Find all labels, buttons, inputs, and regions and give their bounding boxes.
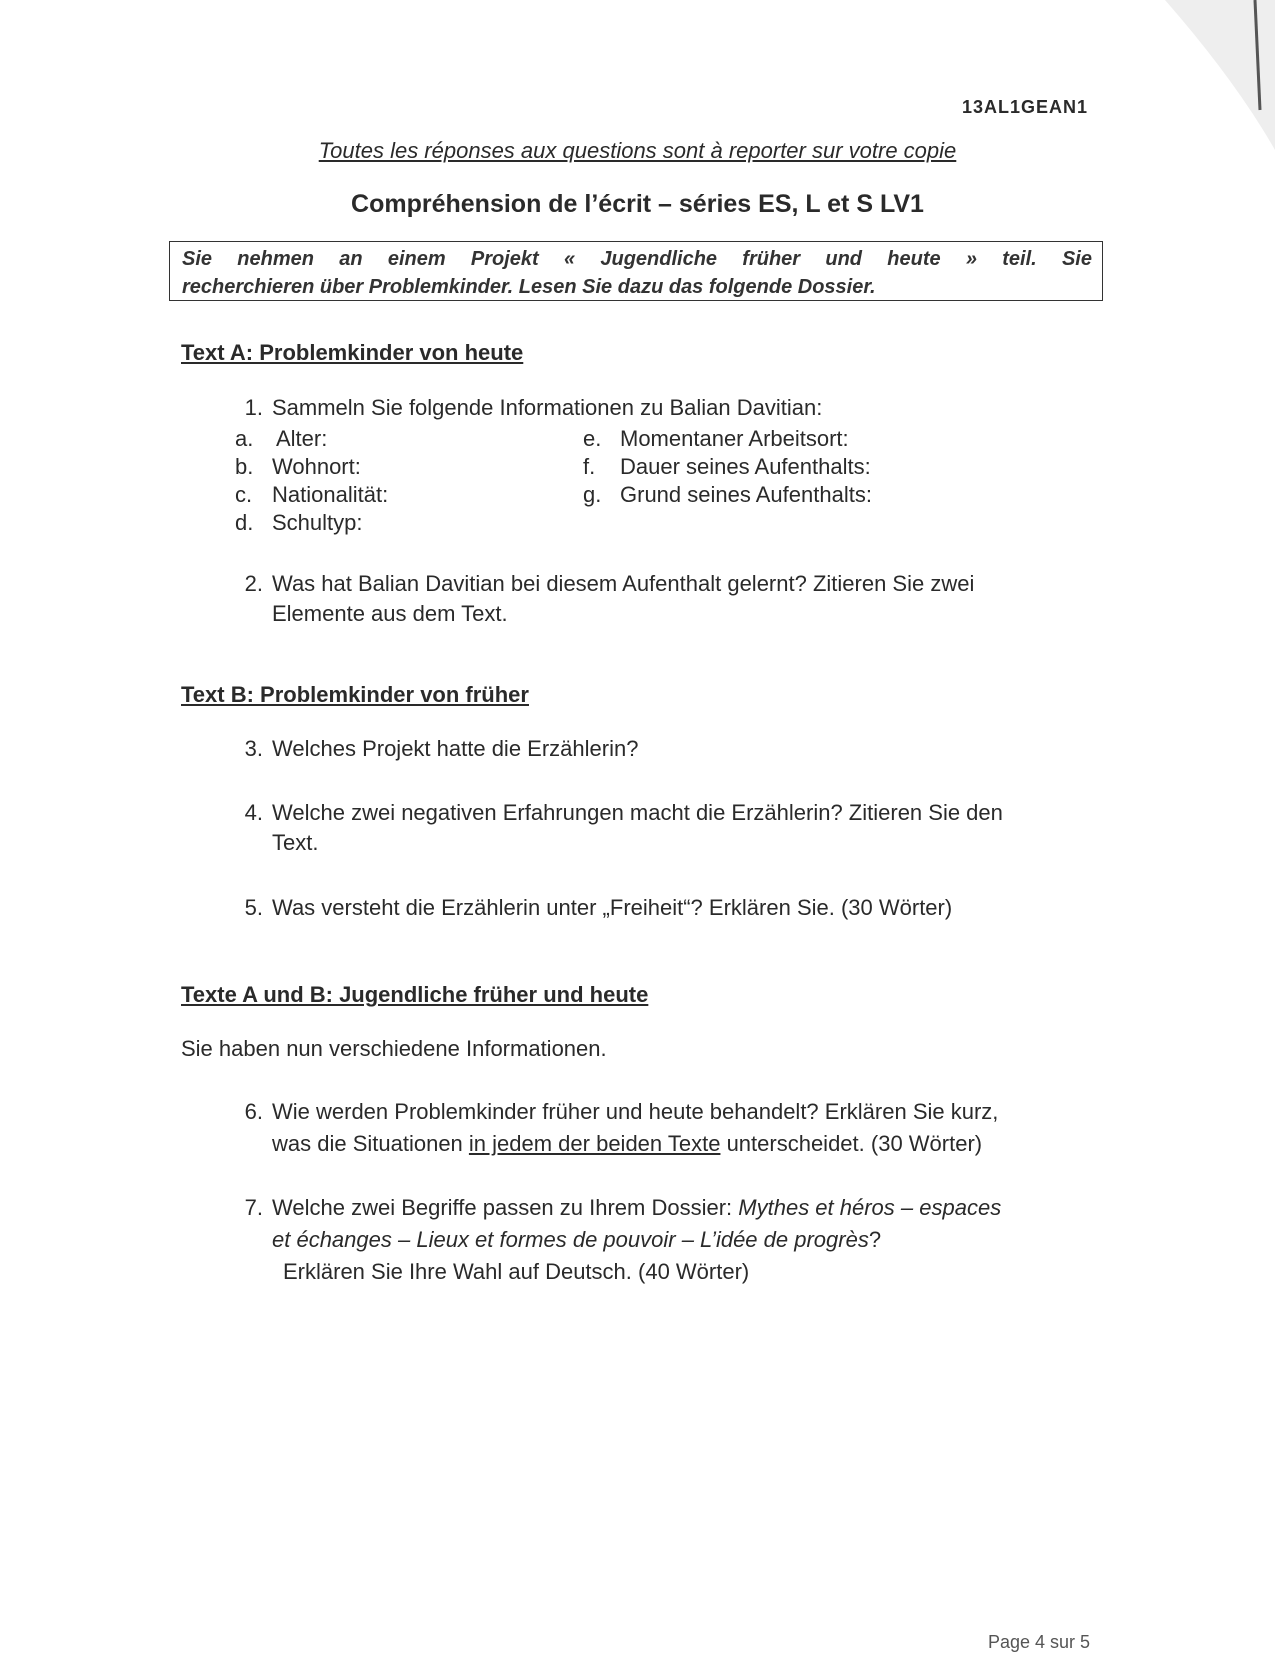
text-run: ? (868, 1227, 882, 1252)
item-letter: d. (235, 510, 254, 535)
question-text: Was versteht die Erzählerin unter „Freiheit“? Erklären Sie. (30 Wörter) (272, 895, 953, 920)
question-text-line-2 (272, 1227, 881, 1253)
question-number: 4. (244, 800, 263, 825)
section-ab-heading: Texte A und B: Jugendliche früher und heute (181, 982, 649, 1007)
item-text: Alter: (276, 426, 328, 451)
item-letter: a. (235, 426, 254, 451)
question-text-line-2: Text. (272, 830, 319, 855)
list-item (235, 482, 389, 508)
question-text-line-3: Erklären Sie Ihre Wahl auf Deutsch. (40 Wörter) (283, 1259, 750, 1284)
item-letter: g. (583, 482, 602, 507)
intro-line-2: recherchieren über Problemkinder. Lesen Sie dazu das folgende Dossier. (182, 276, 876, 298)
section-b-heading: Text B: Problemkinder von früher (181, 682, 529, 707)
scanned-page-edge (1095, 0, 1275, 200)
question-number: 6. (244, 1099, 263, 1124)
item-letter: e. (583, 426, 602, 451)
item-text: Nationalität: (272, 482, 389, 507)
question-text: Sammeln Sie folgende Informationen zu Balian Davitian: (272, 395, 823, 420)
question-text-line-2 (272, 1131, 982, 1157)
item-letter: f. (583, 454, 596, 479)
item-letter: b. (235, 454, 254, 479)
item-text: Momentaner Arbeitsort: (620, 426, 849, 451)
question-number: 3. (244, 736, 263, 761)
question-number: 7. (244, 1195, 263, 1220)
item-text: Wohnort: (272, 454, 361, 479)
list-item (583, 454, 871, 480)
question-text-line-1 (272, 1195, 1001, 1221)
exam-code: 13AL1GEAN1 (962, 97, 1089, 117)
section-a-heading: Text A: Problemkinder von heute (181, 340, 524, 365)
text-run: unterscheidet. (30 Wörter) (720, 1131, 983, 1156)
page-title: Compréhension de l’écrit – séries ES, L et S LV1 (351, 190, 924, 218)
section-ab-lead: Sie haben nun verschiedene Informationen. (181, 1036, 607, 1061)
list-item (235, 510, 363, 536)
question-text-line-1: Was hat Balian Davitian bei diesem Aufenthalt gelernt? Zitieren Sie zwei (272, 571, 975, 596)
list-item (235, 426, 328, 452)
list-item (235, 454, 361, 480)
question-text: Welches Projekt hatte die Erzählerin? (272, 736, 639, 761)
instruction-line: Toutes les réponses aux questions sont à reporter sur votre copie (318, 138, 957, 163)
item-text: Schultyp: (272, 510, 363, 535)
intro-box (169, 241, 1103, 301)
question-text-line-1: Welche zwei negativen Erfahrungen macht die Erzählerin? Zitieren Sie den (272, 800, 1003, 825)
question-number: 2. (244, 571, 263, 596)
page-number: Page 4 sur 5 (988, 1632, 1091, 1652)
question-number: 1. (244, 395, 263, 420)
intro-line-1: Sie nehmen an einem Projekt « Jugendliche früher und heute » teil. Sie (182, 248, 1092, 270)
italic-phrase: et échanges – Lieux et formes de pouvoir – L’idée de progrès (272, 1227, 869, 1252)
item-letter: c. (235, 482, 253, 507)
question-text-line-1: Wie werden Problemkinder früher und heute behandelt? Erklären Sie kurz, (272, 1099, 999, 1124)
text-run: Welche zwei Begriffe passen zu Ihrem Dossier: (272, 1195, 739, 1220)
item-text: Dauer seines Aufenthalts: (620, 454, 871, 479)
text-run: was die Situationen (272, 1131, 469, 1156)
underlined-phrase: in jedem der beiden Texte (468, 1131, 721, 1156)
list-item (583, 426, 849, 452)
question-number: 5. (244, 895, 263, 920)
italic-phrase: Mythes et héros – espaces (738, 1195, 1002, 1220)
item-text: Grund seines Aufenthalts: (620, 482, 872, 507)
question-text-line-2: Elemente aus dem Text. (272, 601, 508, 626)
list-item (583, 482, 872, 508)
